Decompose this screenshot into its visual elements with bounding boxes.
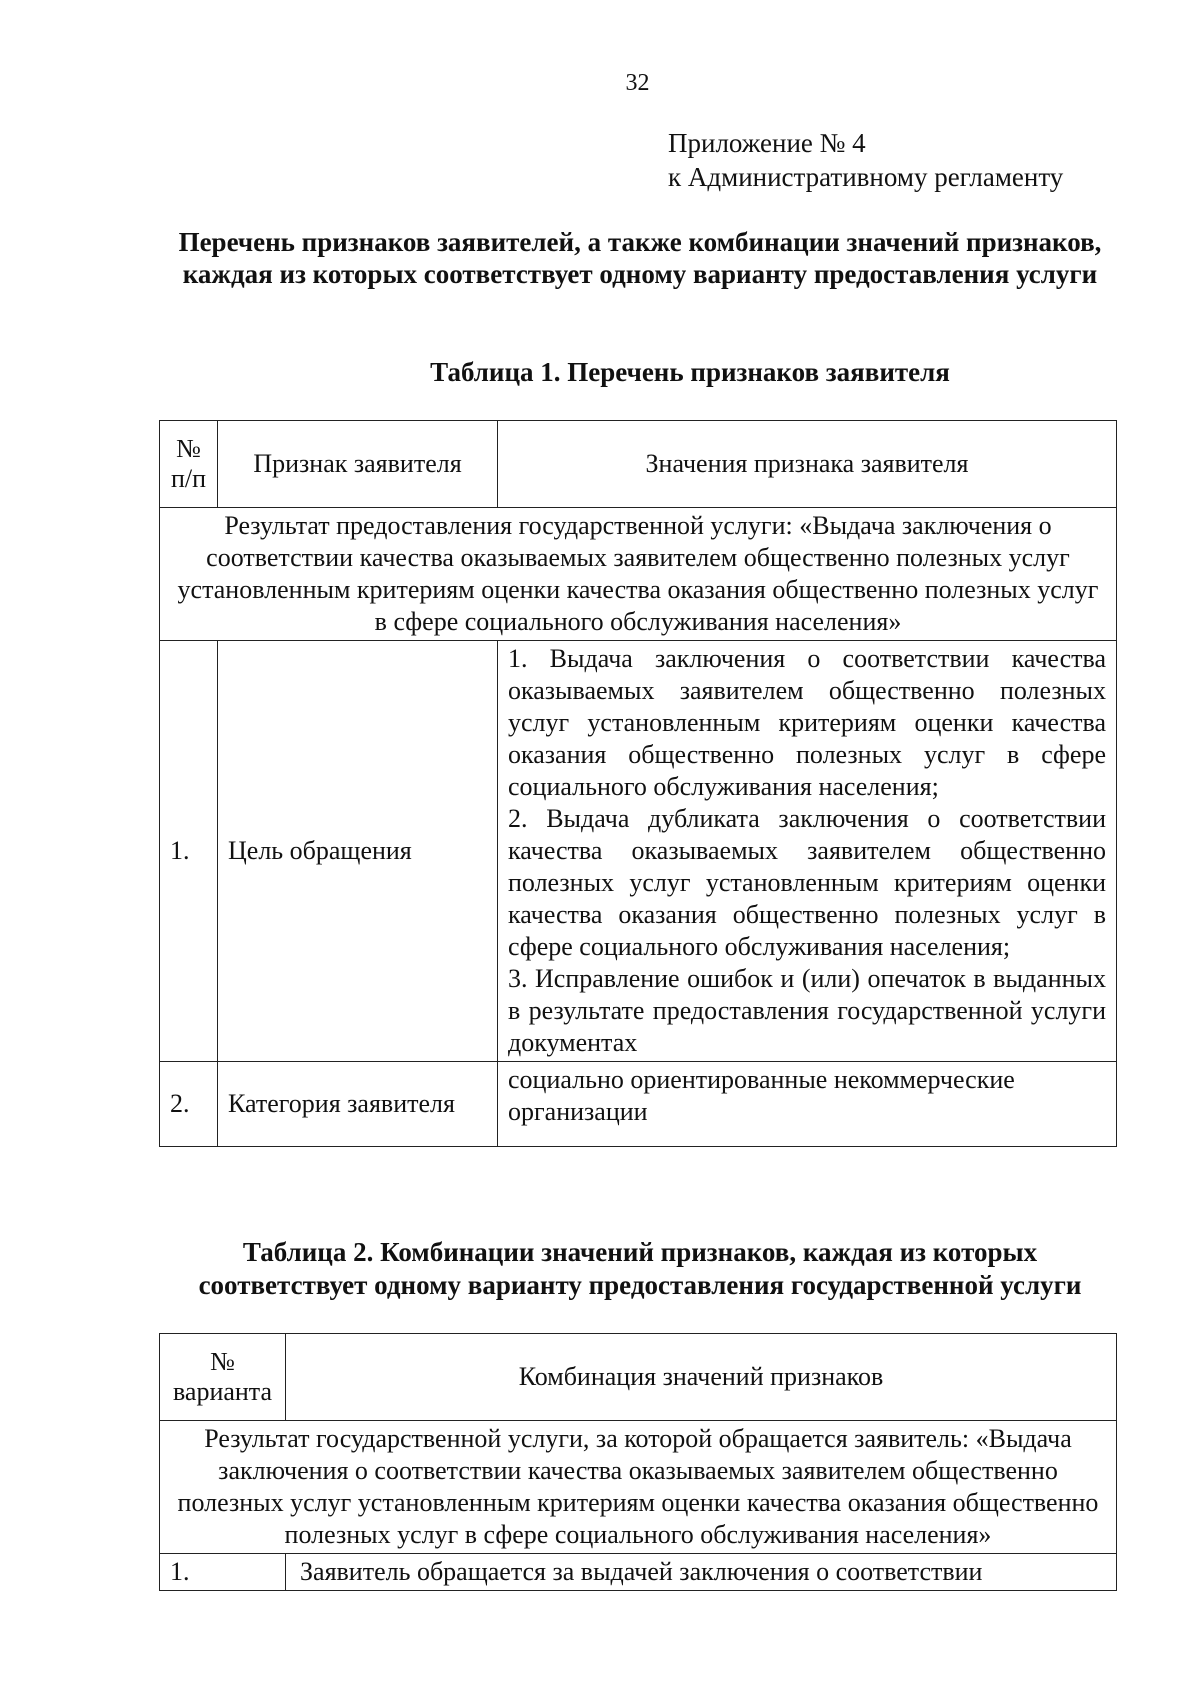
table1-header-row: [160, 421, 1117, 508]
feature-values: [498, 641, 1117, 1062]
row-number: 2.: [160, 1062, 218, 1147]
feature-value-item: 1. Выдача заключения о соответствии качества оказываемых заявителем общественно полезных услуг установленным критериям оценки качества оказания общественно полезных услуг в сфере социального обслуживания населения;: [508, 644, 1106, 801]
table1-header-feature: Признак заявителя: [218, 421, 498, 508]
document-title: Перечень признаков заявителей, а также комбинации значений признаков, каждая из которых соответствует одному варианту предоставления услуги: [178, 227, 1102, 289]
table2-title: Таблица 2. Комбинации значений признаков, каждая из которых соответствует одному варианту предоставления государственной услуги: [198, 1237, 1082, 1300]
table1-result-cell: Результат предоставления государственной услуги: «Выдача заключения о соответствии качества оказываемых заявителем общественно полезных услуг установленным критериям оценки качества оказания общественно полезных услуг в сфере социального обслуживания населения»: [160, 508, 1117, 641]
table1-header-num: № п/п: [160, 421, 218, 508]
table2-result-row: [160, 1421, 1117, 1554]
table-row: [160, 1554, 1117, 1591]
row-number: 1.: [160, 641, 218, 1062]
variant-number: 1.: [160, 1554, 286, 1591]
table1-header-values: Значения признака заявителя: [498, 421, 1117, 508]
feature-values: [498, 1062, 1117, 1147]
table2-header-combination: Комбинация значений признаков: [286, 1334, 1117, 1421]
feature-value-item: социально ориентированные некоммерческие организации: [508, 1065, 1015, 1126]
table2-header-variant: № варианта: [160, 1334, 286, 1421]
feature-value-item: 3. Исправление ошибок и (или) опечаток в выданных в результате предоставления государственной услуги документах: [508, 964, 1106, 1057]
appendix-line-1: Приложение № 4: [668, 128, 866, 158]
applicant-features-table: [159, 420, 1117, 1147]
table2-result-cell: Результат государственной услуги, за которой обращается заявитель: «Выдача заключения о соответствии качества оказываемых заявителем общественно полезных услуг установленным критериям оценки качества оказания общественно полезных услуг в сфере социального обслуживания населения»: [160, 1421, 1117, 1554]
combination-text: Заявитель обращается за выдачей заключения о соответствии: [286, 1554, 1117, 1591]
table-row: [160, 1062, 1117, 1147]
feature-combinations-table: [159, 1333, 1117, 1591]
table-row: [160, 641, 1117, 1062]
table1-title: Таблица 1. Перечень признаков заявителя: [430, 357, 950, 387]
feature-name: Цель обращения: [218, 641, 498, 1062]
table2-header-row: [160, 1334, 1117, 1421]
feature-value-item: 2. Выдача дубликата заключения о соответствии качества оказываемых заявителем общественно полезных услуг установленным критериям оценки качества оказания общественно полезных услуг в сфере социального обслуживания населения;: [508, 804, 1106, 961]
feature-name: Категория заявителя: [218, 1062, 498, 1147]
page-number: 32: [625, 70, 650, 96]
table1-result-row: [160, 508, 1117, 641]
appendix-line-2: к Административному регламенту: [668, 162, 1064, 192]
appendix-header: [668, 126, 1063, 194]
